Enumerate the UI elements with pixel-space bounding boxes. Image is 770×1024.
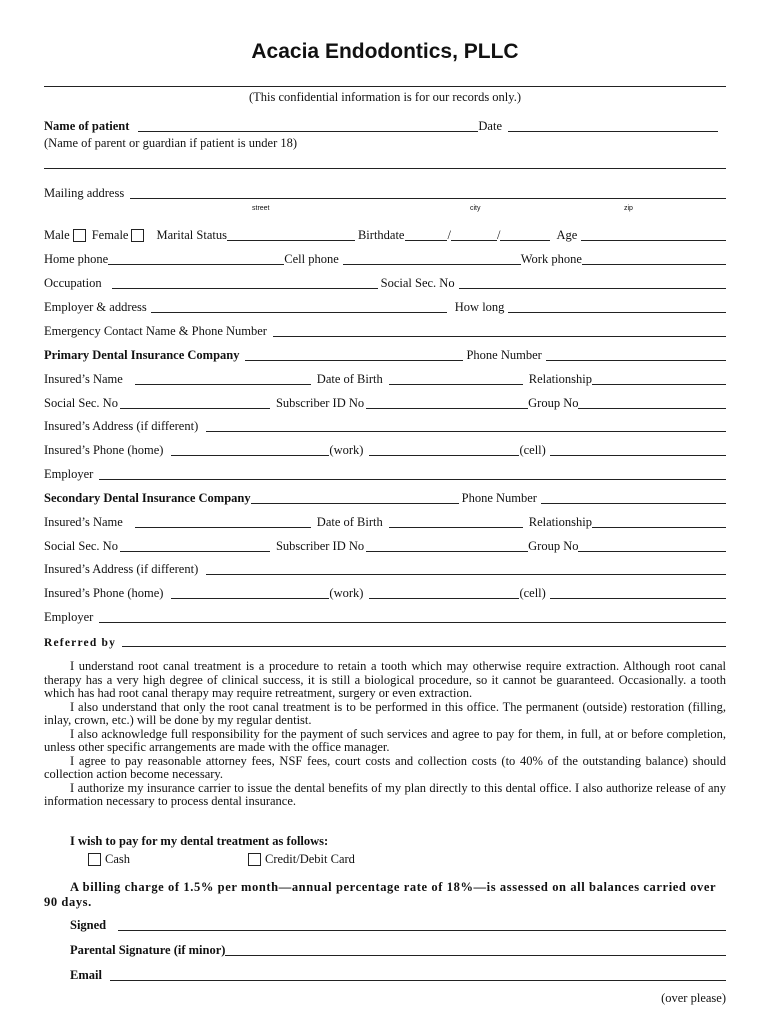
secondary-group-field[interactable]: [578, 539, 726, 552]
occupation-row: [44, 275, 726, 291]
parental-row: [70, 942, 726, 958]
confidential-note: (This confidential information is for our records only.): [248, 90, 522, 104]
secondary-address-field[interactable]: [206, 562, 726, 575]
patient-name-row: [44, 118, 726, 134]
birthdate-slash-2: /: [496, 228, 501, 242]
primary-ssn-field[interactable]: [120, 396, 270, 409]
email-field[interactable]: [110, 968, 726, 981]
birthdate-label: Birthdate: [357, 228, 405, 242]
occupation-label: Occupation: [44, 276, 102, 290]
emergency-label: Emergency Contact Name & Phone Number: [44, 324, 267, 338]
secondary-address-row: [44, 561, 726, 577]
email-label: Email: [70, 968, 102, 982]
ssn-label: Social Sec. No: [380, 276, 455, 290]
billing-notice-text: A billing charge of 1.5% per month—annual percentage rate of 18%—is assessed on all balances carried over 90 days.: [44, 880, 716, 909]
secondary-subscriber-label: Subscriber ID No: [275, 539, 365, 553]
phones-row: [44, 251, 726, 267]
cash-checkbox[interactable]: [88, 853, 101, 866]
billing-notice: [44, 880, 726, 910]
primary-phone-home-label: Insured’s Phone (home): [44, 443, 164, 457]
secondary-insured-name-label: Insured’s Name: [44, 515, 123, 529]
parental-label: Parental Signature (if minor): [70, 943, 226, 957]
date-label: Date: [478, 119, 503, 133]
primary-company-row: [44, 347, 726, 363]
birth-day-field[interactable]: [451, 228, 497, 241]
primary-address-row: [44, 418, 726, 434]
secondary-work-field[interactable]: [369, 586, 519, 599]
consent-paragraph-5: I authorize my insurance carrier to issue the dental benefits of my plan directly to this dental office. I also authorize release of any information necessary to process dental insurance.: [44, 780, 726, 808]
female-checkbox[interactable]: [131, 229, 144, 242]
secondary-employer-field[interactable]: [99, 610, 726, 623]
guardian-name-field[interactable]: [44, 168, 726, 169]
how-long-label: How long: [454, 300, 505, 314]
primary-subscriber-label: Subscriber ID No: [275, 396, 365, 410]
cash-option: [88, 852, 130, 867]
secondary-insured-row: [44, 514, 726, 530]
over-please-note: (over please): [661, 991, 726, 1005]
primary-ids-row: [44, 395, 726, 411]
primary-address-field[interactable]: [206, 419, 726, 432]
cash-label: Cash: [105, 852, 130, 866]
secondary-company-label: Secondary Dental Insurance Company: [44, 491, 251, 505]
employer-address-field[interactable]: [151, 300, 447, 313]
occupation-field[interactable]: [112, 276, 378, 289]
primary-relationship-label: Relationship: [528, 372, 592, 386]
secondary-group-label: Group No: [528, 539, 579, 553]
secondary-subscriber-field[interactable]: [366, 539, 528, 552]
card-checkbox[interactable]: [248, 853, 261, 866]
primary-insured-name-label: Insured’s Name: [44, 372, 123, 386]
parental-field[interactable]: [225, 943, 726, 956]
secondary-dob-label: Date of Birth: [316, 515, 383, 529]
how-long-field[interactable]: [508, 300, 726, 313]
referred-field[interactable]: [122, 634, 726, 647]
employer-address-label: Employer & address: [44, 300, 147, 314]
male-checkbox[interactable]: [73, 229, 86, 242]
card-option: [248, 852, 355, 867]
primary-phone-home-field[interactable]: [171, 443, 329, 456]
primary-group-field[interactable]: [578, 396, 726, 409]
secondary-company-row: [44, 490, 726, 506]
secondary-work-label: (work): [329, 586, 364, 600]
primary-address-label: Insured’s Address (if different): [44, 419, 199, 433]
signed-row: [70, 917, 726, 933]
secondary-insured-name-field[interactable]: [135, 515, 311, 528]
primary-phones-row: [44, 442, 726, 458]
practice-title: Acacia Endodontics, PLLC: [251, 40, 519, 63]
consent-paragraph-4: I agree to pay reasonable attorney fees, NSF fees, court costs and collection costs (to 40% of the outstanding balance) should collection action become necessary.: [44, 753, 726, 781]
city-hint: city: [470, 205, 481, 212]
birthdate-slash-1: /: [447, 228, 451, 242]
primary-subscriber-field[interactable]: [366, 396, 528, 409]
mailing-row: [44, 185, 726, 201]
primary-employer-label: Employer: [44, 467, 94, 481]
secondary-cell-label: (cell): [519, 586, 546, 600]
guardian-note: (Name of parent or guardian if patient is under 18): [44, 136, 298, 150]
home-phone-field[interactable]: [108, 252, 284, 265]
consent-paragraph-2: I also understand that only the root canal treatment is to be performed in this office. The permanent (outside) restoration (filling, inlay, crown, etc.) will be done by my regular dentist.: [44, 699, 726, 727]
consent-text: [44, 660, 726, 809]
secondary-ids-row: [44, 538, 726, 554]
signed-label: Signed: [70, 918, 107, 932]
primary-work-label: (work): [329, 443, 364, 457]
patient-name-label: Name of patient: [44, 119, 130, 133]
guardian-row: [44, 135, 726, 151]
street-hint: street: [252, 205, 270, 212]
primary-relationship-field[interactable]: [592, 372, 726, 385]
secondary-address-label: Insured’s Address (if different): [44, 562, 199, 576]
primary-employer-row: [44, 466, 726, 482]
emergency-field[interactable]: [273, 324, 726, 337]
patient-name-field[interactable]: [138, 119, 478, 132]
consent-paragraph-1: I understand root canal treatment is a procedure to retain a tooth which may otherwise require extraction. Although root canal therapy has a very high degree of clinical success, it is still a biological procedure, so it cannot be guaranteed. Occasionally. a tooth which has had root canal therapy may require retreatment, surgery or even extraction.: [44, 659, 726, 700]
emergency-row: [44, 323, 726, 339]
secondary-dob-field[interactable]: [389, 515, 523, 528]
consent-paragraph-3: I also acknowledge full responsibility for the payment of such services and agree to pay for them, in full, at or before completion, unless other specific arrangements are made with the office manager.: [44, 726, 726, 754]
age-label: Age: [556, 228, 578, 242]
primary-company-label: Primary Dental Insurance Company: [44, 348, 240, 362]
email-row: [70, 967, 726, 983]
secondary-phone-label: Phone Number: [461, 491, 537, 505]
primary-company-field[interactable]: [245, 348, 463, 361]
home-phone-label: Home phone: [44, 252, 109, 266]
work-phone-label: Work phone: [520, 252, 582, 266]
female-label: Female: [91, 228, 129, 242]
date-field[interactable]: [508, 119, 718, 132]
primary-ssn-label: Social Sec. No: [44, 396, 118, 410]
secondary-phone-home-field[interactable]: [171, 586, 329, 599]
card-label: Credit/Debit Card: [265, 852, 355, 866]
mailing-label: Mailing address: [44, 186, 125, 200]
secondary-company-field[interactable]: [251, 491, 459, 504]
secondary-employer-row: [44, 609, 726, 625]
cell-phone-field[interactable]: [343, 252, 521, 265]
primary-cell-field[interactable]: [550, 443, 726, 456]
secondary-phone-home-label: Insured’s Phone (home): [44, 586, 164, 600]
birth-month-field[interactable]: [405, 228, 447, 241]
payment-heading: I wish to pay for my dental treatment as follows:: [70, 834, 329, 848]
primary-dob-field[interactable]: [389, 372, 523, 385]
marital-field[interactable]: [227, 228, 355, 241]
work-phone-field[interactable]: [582, 252, 726, 265]
secondary-relationship-label: Relationship: [528, 515, 592, 529]
primary-phone-field[interactable]: [546, 348, 726, 361]
primary-work-field[interactable]: [369, 443, 519, 456]
secondary-cell-field[interactable]: [550, 586, 726, 599]
employer-row: [44, 299, 726, 315]
primary-cell-label: (cell): [519, 443, 546, 457]
mailing-address-field[interactable]: [130, 186, 726, 199]
cell-phone-label: Cell phone: [284, 252, 339, 266]
secondary-ssn-label: Social Sec. No: [44, 539, 118, 553]
primary-phone-label: Phone Number: [466, 348, 542, 362]
age-field[interactable]: [581, 228, 726, 241]
primary-dob-label: Date of Birth: [316, 372, 383, 386]
ssn-field[interactable]: [459, 276, 726, 289]
secondary-employer-label: Employer: [44, 610, 94, 624]
zip-hint: zip: [624, 205, 633, 212]
secondary-relationship-field[interactable]: [592, 515, 726, 528]
secondary-phone-field[interactable]: [541, 491, 726, 504]
primary-insured-row: [44, 371, 726, 387]
referred-row: [44, 633, 726, 649]
marital-label: Marital Status: [156, 228, 227, 242]
birth-year-field[interactable]: [500, 228, 550, 241]
male-label: Male: [44, 228, 70, 242]
demographics-row: [44, 227, 726, 243]
primary-group-label: Group No: [528, 396, 579, 410]
secondary-ssn-field[interactable]: [120, 539, 270, 552]
signed-field[interactable]: [118, 918, 726, 931]
primary-employer-field[interactable]: [99, 467, 726, 480]
secondary-phones-row: [44, 585, 726, 601]
primary-insured-name-field[interactable]: [135, 372, 311, 385]
referred-label: Referred by: [44, 637, 117, 649]
title-rule: [44, 86, 726, 87]
